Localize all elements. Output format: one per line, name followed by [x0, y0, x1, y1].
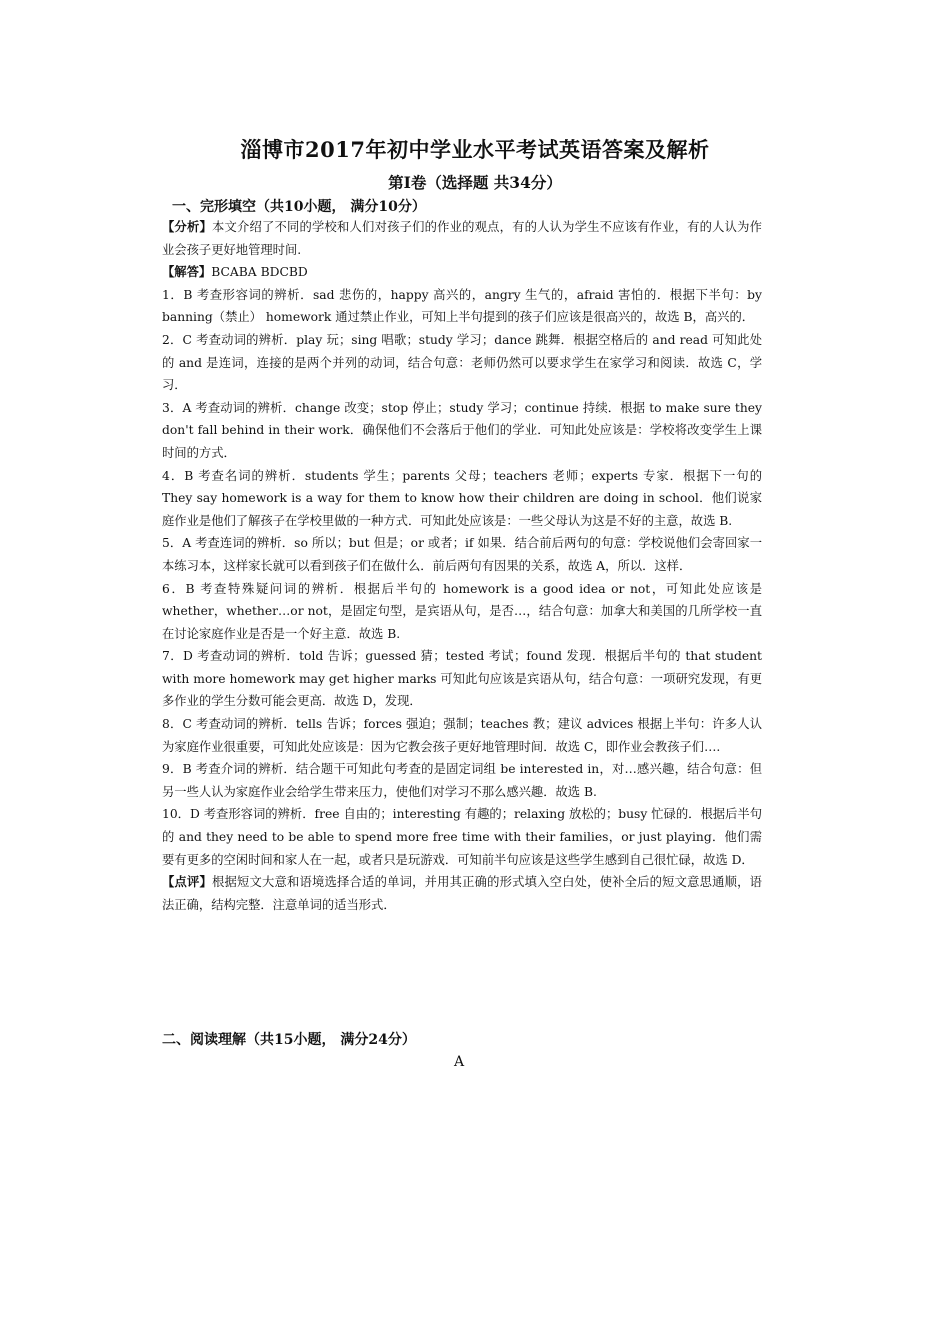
explanation-item-3: 3．A 考查动词的辨析．change 改变；stop 停止；study 学习；continue 持续．根据 to make sure they don't fall behind in their work．确保他们不会落后于他们的学业．可知此处应该是：学校将改变学生上课时间的方式．: [162, 400, 762, 460]
analysis-tag: 【分析】: [162, 219, 213, 234]
answer-tag: 【解答】: [162, 264, 212, 280]
reading-part-letter: A: [453, 1054, 465, 1070]
section-heading-reading: 二、阅读理解（共15小题， 满分24分）: [162, 1032, 416, 1048]
analysis-text: 本文介绍了不同的学校和人们对孩子们的作业的观点，有的人认为学生不应该有作业，有的人认为作业会孩子更好地管理时间.: [162, 220, 762, 257]
explanation-item-8: 8．C 考查动词的辨析．tells 告诉；forces 强迫；强制；teaches 教；建议 advices 根据上半句：许多人认为家庭作业很重要，可知此处应该是：因为它教会孩子更好地管理时间．故选 C，即作业会教孩子们….: [162, 717, 762, 754]
comment-tag: 【点评】: [162, 874, 213, 890]
comment-text: 根据短文大意和语境选择合适的单词，并用其正确的形式填入空白处，使补全后的短文意思通顺，语法正确，结构完整．注意单词的适当形式．: [162, 875, 762, 912]
volume-subtitle: 第I卷（选择题 共34分）: [388, 173, 562, 192]
answer-explanations: [162, 216, 762, 916]
explanation-item-4: 4．B 考查名词的辨析．students 学生；parents 父母；teachers 老师；experts 专家．根据下一句的 They say homework is a way for them to know how their children are doing in school．他们说家庭作业是他们了解孩子在学校里做的一种方式．可知此处应该是：一些父母认为这是不好的主意，故选 B.: [162, 468, 762, 528]
section-heading-cloze: 一、完形填空（共10小题， 满分10分）: [172, 199, 426, 215]
analysis-paragraph: [162, 216, 762, 261]
explanation-item-10: 10．D 考查形容词的辨析．free 自由的；interesting 有趣的；relaxing 放松的；busy 忙碌的．根据后半句的 and they need to be able to spend more free time with their families，or just playing．他们需要有更多的空闲时间和家人在一起，或者只是玩游戏．可知前半句应该是这些学生感到自己很忙碌，故选 D．: [162, 807, 762, 867]
explanation-item-5: 5．A 考查连词的辨析．so 所以；but 但是；or 或者；if 如果．结合前后两句的句意：学校说他们会寄回家一本练习本，这样家长就可以看到孩子们在做什么．前后两句有因果的关系，故选 A，所以．这样．: [162, 536, 762, 573]
explanation-item-7: 7．D 考查动词的辨析．told 告诉；guessed 猜；tested 考试；found 发现．根据后半句的 that student with more homework may get higher marks 可知此句应该是宾语从句，结合句意：一项研究发现，有更多作业的学生分数可能会更高．故选 D，发现．: [162, 649, 762, 709]
explanation-item-1: 1．B 考查形容词的辨析．sad 悲伤的，happy 高兴的，angry 生气的，afraid 害怕的．根据下半句：by banning（禁止） homework 通过禁止作业，可知上半句提到的孩子们应该是很高兴的，故选 B，高兴的．: [162, 287, 762, 325]
document-title: 淄博市2017年初中学业水平考试英语答案及解析: [240, 137, 710, 162]
explanation-item-9: 9．B 考查介词的辨析．结合题干可知此句考查的是固定词组 be interested in，对…感兴趣，结合句意：但另一些人认为家庭作业会给学生带来压力，使他们对学习不那么感兴趣．故选 B.: [162, 762, 762, 799]
explanation-item-2: 2．C 考查动词的辨析．play 玩；sing 唱歌；study 学习；dance 跳舞．根据空格后的 and read 可知此处的 and 是连词，连接的是两个并列的动词，结合句意：老师仍然可以要求学生在家学习和阅读．故选 C，学习．: [162, 332, 762, 393]
answer-paragraph: [162, 261, 762, 284]
comment-paragraph: [162, 871, 762, 916]
answer-key: BCABA BDCBD: [211, 265, 308, 280]
explanation-item-6: 6．B 考查特殊疑问词的辨析．根据后半句的 homework is a good idea or not，可知此处应该是 whether，whether…or not，是固定句型，是宾语从句，是否…，结合句意：加拿大和美国的几所学校一直在讨论家庭作业是否是一个好主意．故选 B.: [162, 581, 762, 641]
